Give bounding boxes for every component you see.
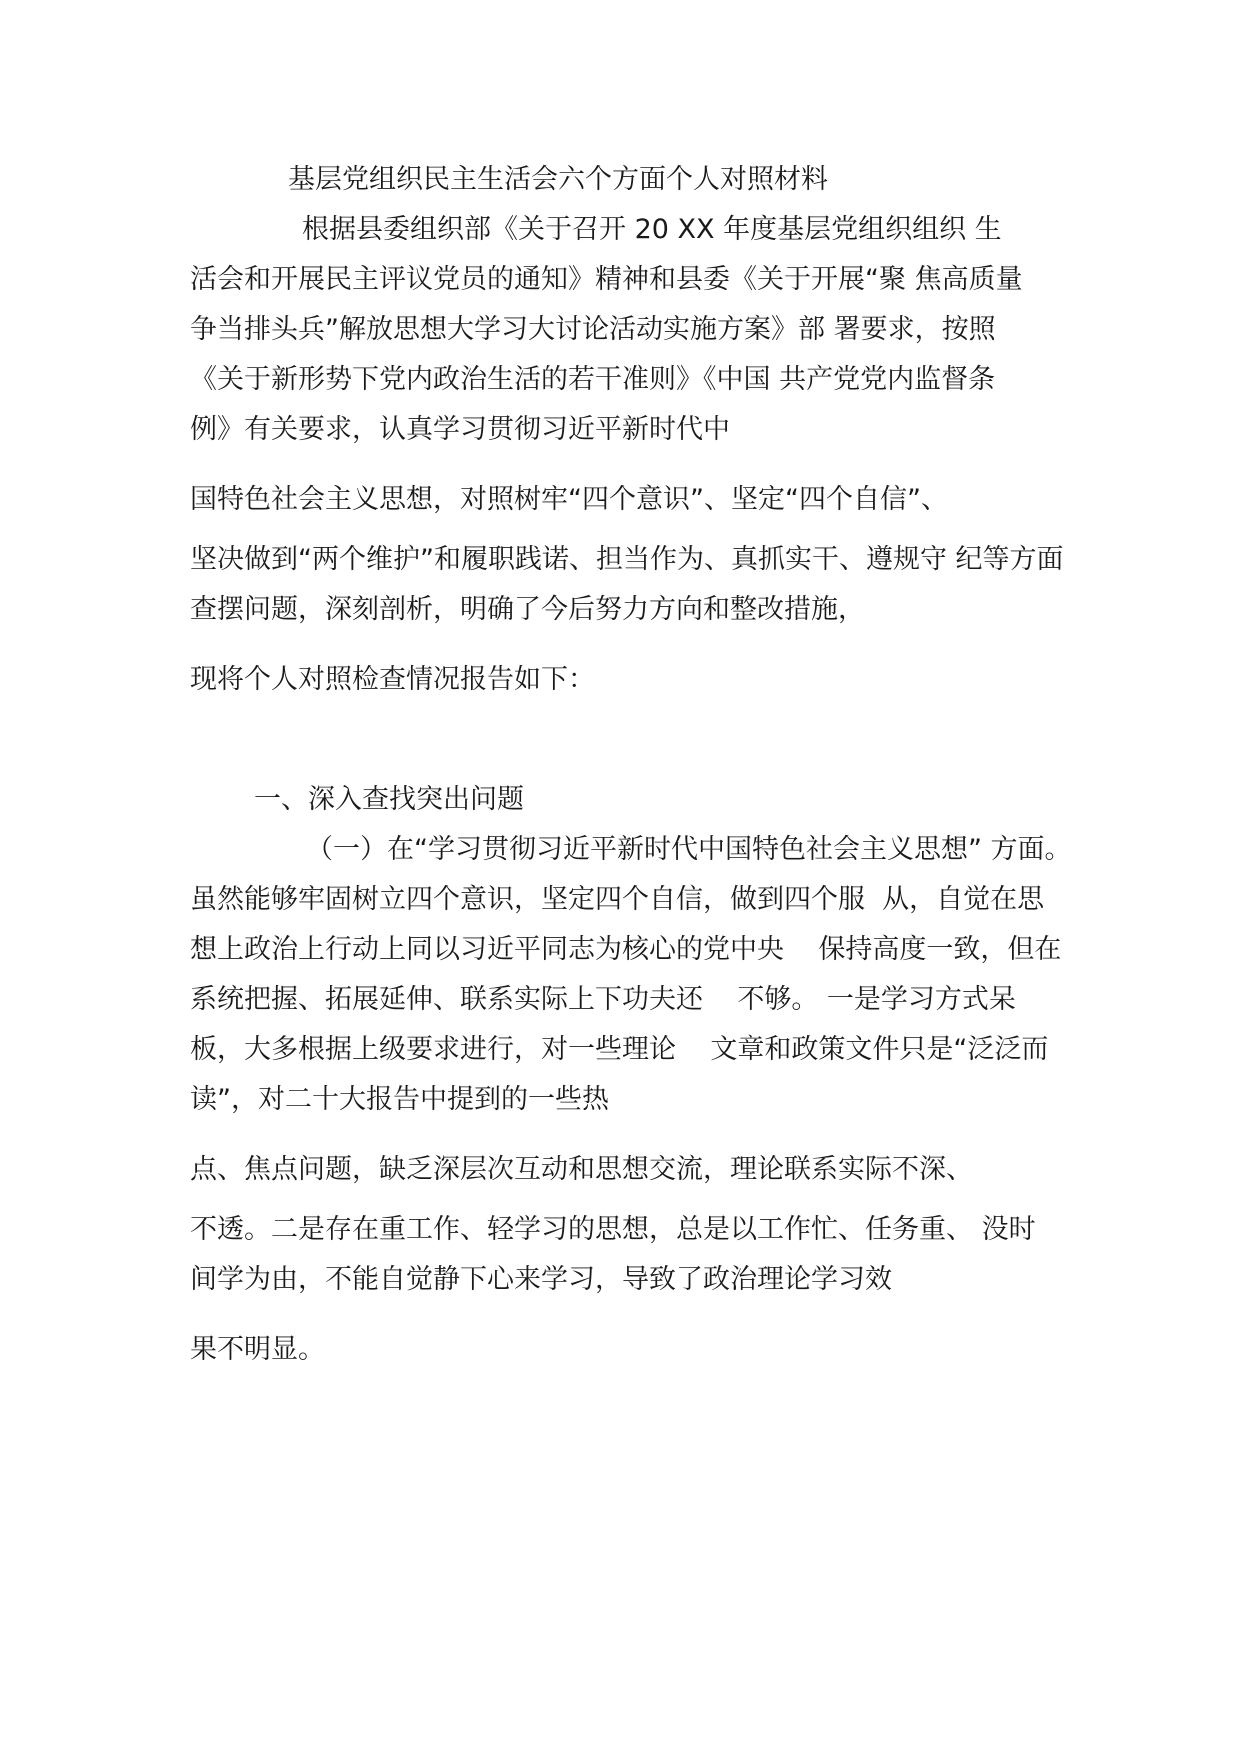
intro-line-2: 活会和开展民主评议党员的通知》精神和县委《关于开展“聚 焦高质量: [190, 264, 1023, 295]
section-paragraph-line-1: （一）在“学习贯彻习近平新时代中国特色社会主义思想” 方面。: [306, 834, 1072, 865]
intro-line-1: 根据县委组织部《关于召开 20 XX 年度基层党组织组织 生: [302, 214, 1002, 245]
intro-line-5: 例》有关要求，认真学习贯彻习近平新时代中: [190, 414, 730, 445]
intro-line-8: 查摆问题，深刻剖析，明确了今后努力方向和整改措施，: [190, 594, 865, 625]
section-paragraph-line-8: 不透。二是存在重工作、轻学习的思想，总是以工作忙、任务重、 没时: [190, 1214, 1036, 1245]
section-paragraph-line-2: 虽然能够牢固树立四个意识，坚定四个自信，做到四个服 从，自觉在思: [190, 884, 1045, 915]
section-paragraph-line-5: 板，大多根据上级要求进行，对一些理论 文章和政策文件只是“泛泛而: [190, 1034, 1049, 1065]
section-paragraph-line-9: 间学为由，不能自觉静下心来学习，导致了政治理论学习效: [190, 1264, 892, 1295]
intro-line-9: 现将个人对照检查情况报告如下：: [190, 664, 595, 695]
section-paragraph-line-3: 想上政治上行动上同以习近平同志为核心的党中央 保持高度一致，但在: [190, 934, 1062, 965]
intro-line-6: 国特色社会主义思想，对照树牢“四个意识”、坚定“四个自信”、: [190, 484, 948, 515]
intro-line-4: 《关于新形势下党内政治生活的若干准则》《中国 共产党党内监督条: [190, 364, 996, 395]
section-paragraph-line-6: 读”，对二十大报告中提到的一些热: [190, 1084, 609, 1115]
intro-line-7: 坚决做到“两个维护”和履职践诺、担当作为、真抓实干、遵规守 纪等方面: [190, 544, 1064, 575]
section-heading: 一、深入查找突出问题: [254, 784, 524, 815]
section-paragraph-line-10: 果不明显。: [190, 1334, 325, 1365]
intro-line-3: 争当排头兵”解放思想大学习大讨论活动实施方案》部 署要求，按照: [190, 314, 996, 345]
document-title: 基层党组织民主生活会六个方面个人对照材料: [288, 164, 828, 195]
section-paragraph-line-4: 系统把握、拓展延伸、联系实际上下功夫还 不够。 一是学习方式呆: [190, 984, 1016, 1015]
section-paragraph-line-7: 点、焦点问题，缺乏深层次互动和思想交流，理论联系实际不深、: [190, 1154, 973, 1185]
